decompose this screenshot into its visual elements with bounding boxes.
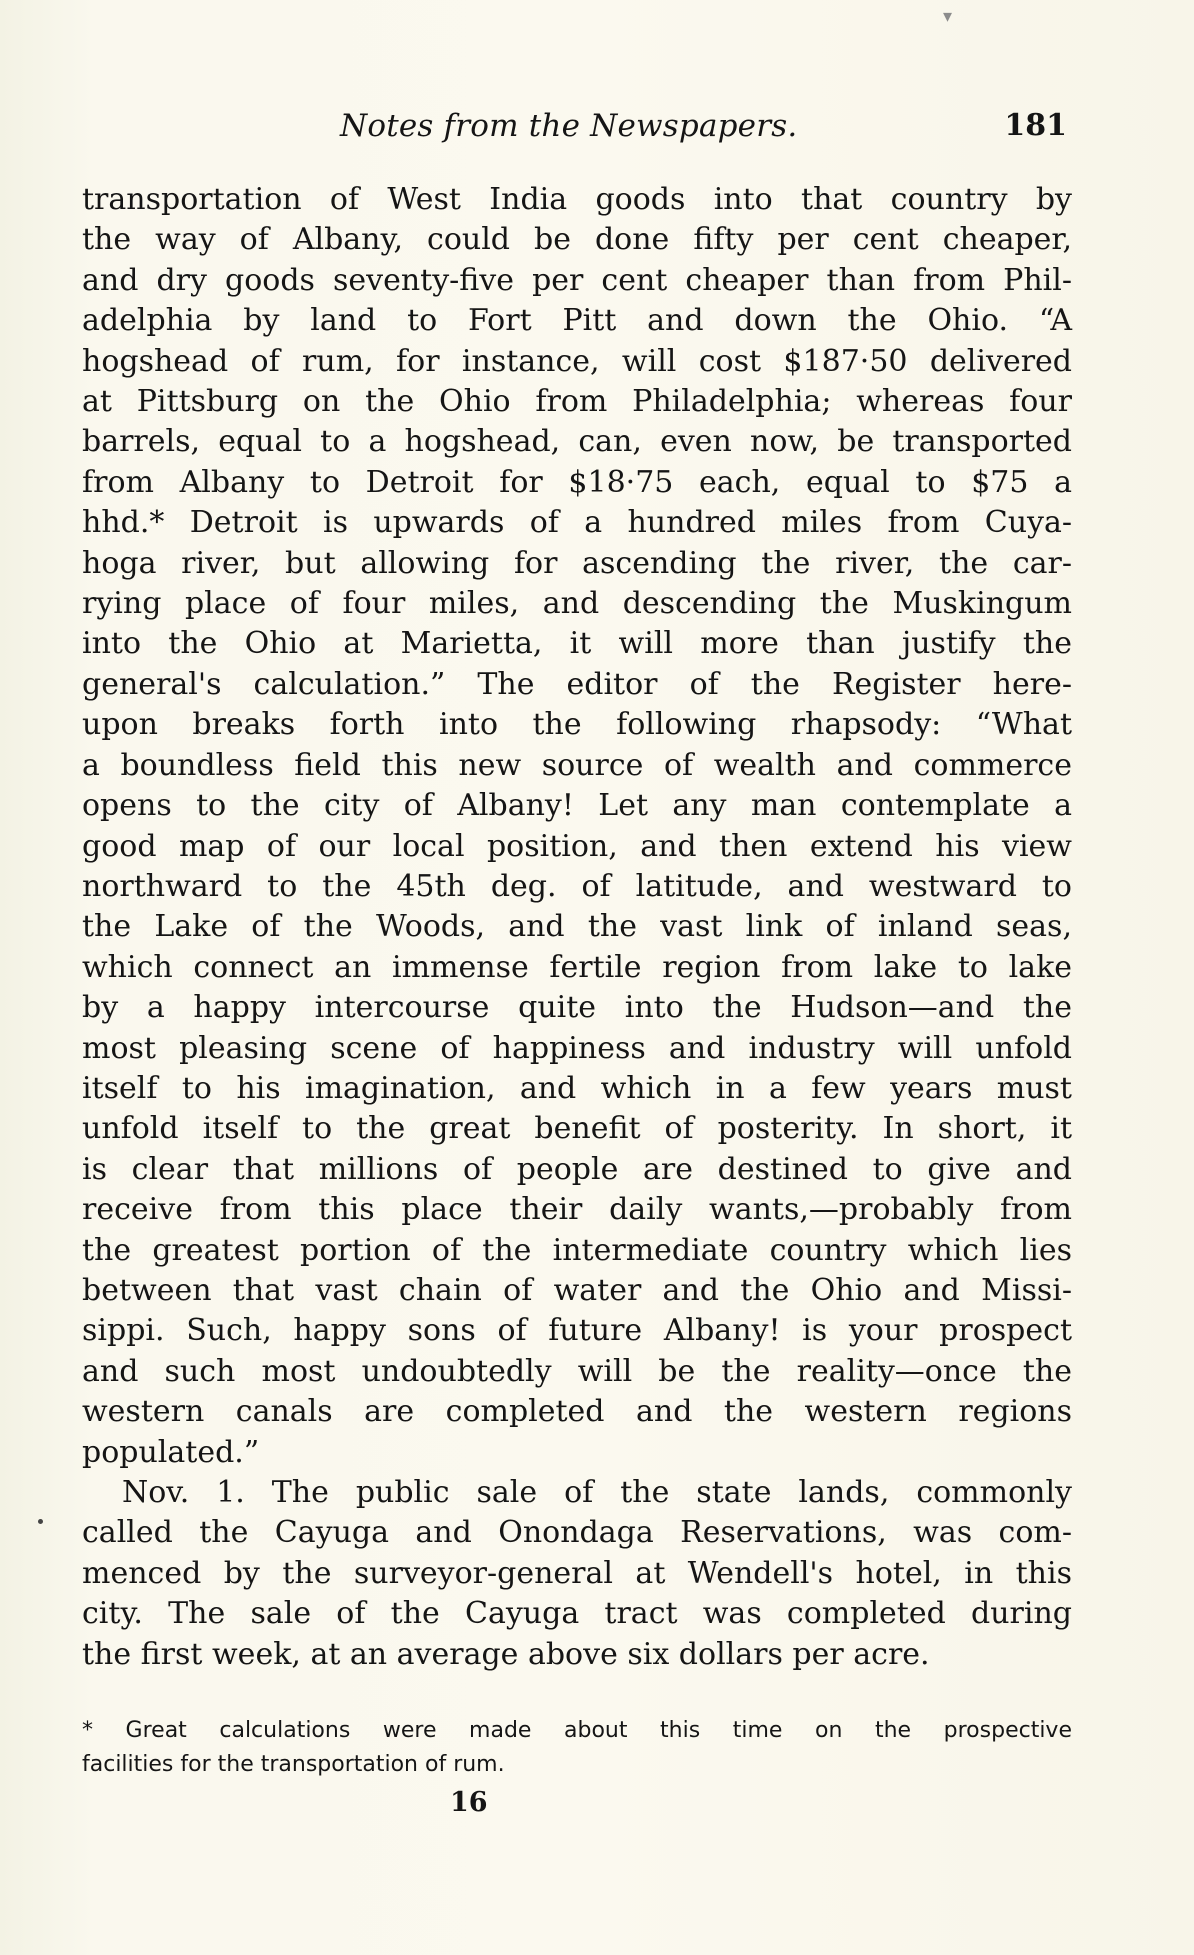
text-line: the way of Albany, could be done fifty per cent cheaper, (82, 222, 1072, 258)
footnote-line: * Great calculations were made about this time on the prospective (82, 1718, 1072, 1743)
text-line: a boundless field this new source of wealth and commerce (82, 747, 1072, 783)
text-line: northward to the 45th deg. of latitude, and westward to (82, 868, 1072, 904)
text-line: at Pittsburg on the Ohio from Philadelphia; whereas four (82, 384, 1072, 420)
page-stain-mark: ▾ (943, 6, 953, 27)
text-line: upon breaks forth into the following rhapsody: “What (82, 707, 1072, 743)
text-line: between that vast chain of water and the Ohio and Missi- (82, 1272, 1072, 1308)
margin-dot (38, 1519, 43, 1524)
text-line: the Lake of the Woods, and the vast link of inland seas, (82, 909, 1072, 945)
text-line: called the Cayuga and Onondaga Reservations, was com- (82, 1515, 1072, 1551)
text-line: receive from this place their daily wants,—probably from (82, 1192, 1072, 1228)
text-line: into the Ohio at Marietta, it will more than justify the (82, 626, 1072, 662)
text-line: general's calculation.” The editor of the Register here- (82, 666, 1072, 702)
text-line: Nov. 1. The public sale of the state lands, commonly (122, 1475, 1072, 1510)
text-line: adelphia by land to Fort Pitt and down the Ohio. “A (82, 303, 1072, 339)
main-text (82, 180, 1072, 1675)
text-line: hogshead of rum, for instance, will cost $187·50 delivered (82, 343, 1072, 379)
text-line: barrels, equal to a hogshead, can, even now, be transported (82, 424, 1072, 460)
text-line: and such most undoubtedly will be the reality—once the (82, 1353, 1072, 1389)
text-line: unfold itself to the great benefit of posterity. In short, it (82, 1111, 1072, 1147)
footnote (82, 1714, 1072, 1782)
text-line: hoga river, but allowing for ascending the river, the car- (82, 545, 1072, 581)
text-line: and dry goods seventy-five per cent cheaper than from Phil- (82, 262, 1072, 298)
signature-mark: 16 (450, 1787, 488, 1818)
text-line: rying place of four miles, and descending the Muskingum (82, 586, 1072, 622)
text-line: populated.” (82, 1434, 260, 1470)
text-line: city. The sale of the Cayuga tract was completed during (82, 1596, 1072, 1632)
page-number: 181 (1004, 108, 1067, 143)
text-line: hhd.* Detroit is upwards of a hundred miles from Cuya- (82, 505, 1072, 541)
text-line: is clear that millions of people are destined to give and (82, 1151, 1072, 1187)
running-header (82, 108, 1072, 158)
text-line: western canals are completed and the western regions (82, 1394, 1072, 1430)
text-line: by a happy intercourse quite into the Hudson—and the (82, 990, 1072, 1026)
text-line: sippi. Such, happy sons of future Albany! is your prospect (82, 1313, 1072, 1349)
text-line: good map of our local position, and then extend his view (82, 828, 1072, 864)
text-line: menced by the surveyor-general at Wendell's hotel, in this (82, 1555, 1072, 1591)
text-line: transportation of West India goods into that country by (82, 182, 1072, 217)
footnote-line: facilities for the transportation of rum. (82, 1752, 505, 1777)
text-line: the greatest portion of the intermediate country which lies (82, 1232, 1072, 1268)
text-line: most pleasing scene of happiness and industry will unfold (82, 1030, 1072, 1066)
text-line: the first week, at an average above six dollars per acre. (82, 1636, 930, 1672)
text-line: opens to the city of Albany! Let any man contemplate a (82, 788, 1072, 824)
running-title: Notes from the Newspapers. (340, 108, 798, 144)
text-line: from Albany to Detroit for $18·75 each, equal to $75 a (82, 464, 1072, 500)
text-line: itself to his imagination, and which in a few years must (82, 1070, 1072, 1106)
text-line: which connect an immense fertile region from lake to lake (82, 949, 1072, 985)
